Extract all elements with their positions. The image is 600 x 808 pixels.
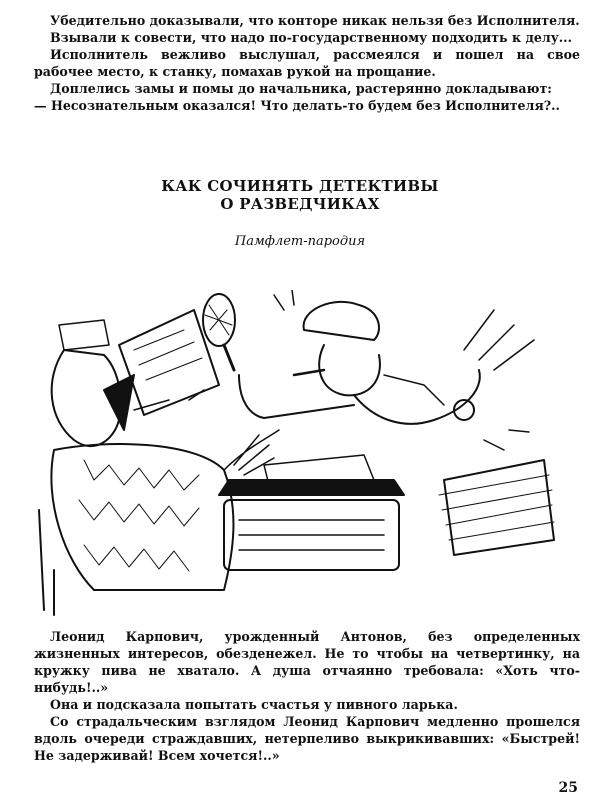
paragraph: Взывали к совести, что надо по-государственному подходить к делу... [50, 30, 572, 45]
bottom-text-block [34, 628, 580, 764]
officer-head-icon [319, 345, 380, 395]
glasses-icon [59, 320, 109, 350]
cartoon-illustration [24, 290, 584, 620]
top-text-block [34, 12, 580, 114]
fur-hat-icon [304, 302, 379, 340]
paragraph: Она и подсказала попытать счастья у пивного ларька. [50, 697, 458, 712]
section-subtitle: Памфлет-пародия [234, 234, 366, 249]
officer-uniform-icon [354, 370, 480, 424]
paragraph: Со страдальческим взглядом Леонид Карпович медленно прошелся вдоль очереди страждавших, нетерпеливо выкрикивавших: «Быстрей! Не задерживай! Всем хочется!..» [34, 714, 580, 763]
paragraph: Убедительно доказывали, что конторе никак нельзя без Исполнителя. [50, 13, 580, 28]
writer-body-icon [51, 444, 233, 590]
section-title-line-1: КАК СОЧИНЯТЬ ДЕТЕКТИВЫ [161, 177, 439, 195]
paragraph: Доплелись замы и помы до начальника, растерянно докладывают: [50, 81, 552, 96]
weapon-icon [464, 310, 534, 370]
chair-icon [39, 510, 54, 615]
paragraph: Леонид Карпович, урожденный Антонов, без определенных жизненных интересов, обезденежел. Не то чтобы на четвертинку, на кружку пива не хватало. А душа отчаянно требовала: «Хоть что-нибудь!..» [34, 629, 580, 695]
officer-arm-icon [239, 375, 354, 418]
section-title [0, 177, 600, 213]
page-number: 25 [558, 780, 578, 796]
section-title-line-2: О РАЗВЕДЧИКАХ [220, 195, 380, 213]
paragraph: Исполнитель вежливо выслушал, рассмеялся и пошел на свое рабочее место, к станку, помахав рукой на прощание. [34, 47, 580, 79]
dialog-line: — Несознательным оказался! Что делать-то будем без Исполнителя?.. [34, 98, 560, 113]
